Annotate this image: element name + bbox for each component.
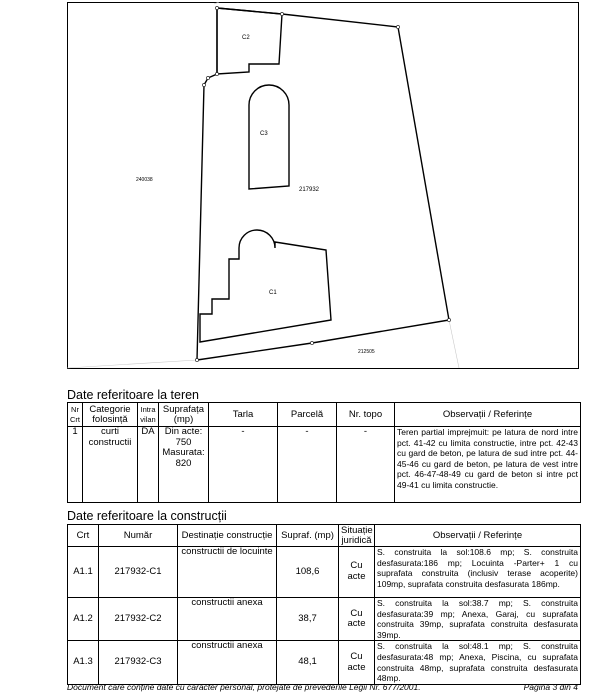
row-crt: A1.2 bbox=[68, 598, 99, 641]
label-bottom-neighbor: 212505 bbox=[358, 349, 375, 355]
section-title-constructii: Date referitoare la construcții bbox=[67, 509, 227, 523]
row-numar: 217932-C3 bbox=[99, 641, 178, 684]
header-intravilan: Intra vilan bbox=[138, 403, 159, 427]
teren-topo: - bbox=[337, 427, 395, 503]
constructii-row bbox=[68, 547, 581, 598]
teren-nr: 1 bbox=[68, 427, 83, 503]
row-numar: 217932-C2 bbox=[99, 598, 178, 641]
header-destinatie: Destinație construcție bbox=[178, 525, 277, 547]
row-destinatie: constructii anexa bbox=[178, 598, 277, 641]
row-observatii: S. construita la sol:48.1 mp; S. construita desfasurata:48 mp; Anexa, Piscina, cu suprafata construita 48mp, suprafata construita desfasurata 48mp. bbox=[375, 641, 581, 684]
page-number: Pagina 3 din 4 bbox=[523, 682, 578, 692]
header-nr-crt: Nr Crt bbox=[68, 403, 83, 427]
header-tarla: Tarla bbox=[209, 403, 278, 427]
row-situatie: Cu acte bbox=[339, 598, 375, 641]
label-left-neighbor: 240038 bbox=[136, 177, 153, 183]
row-observatii: S. construita la sol:38.7 mp; S. construita desfasurata:39 mp; Anexa, Garaj, cu suprafata construita 39mp, suprafata construita desfasurata 39mp. bbox=[375, 598, 581, 641]
label-c2: C2 bbox=[242, 35, 250, 41]
constructii-header-row bbox=[68, 525, 581, 547]
header-observatii: Observații / Referințe bbox=[395, 403, 581, 427]
header-categorie: Categorie folosință bbox=[83, 403, 138, 427]
teren-row bbox=[68, 427, 581, 503]
header-situatie: Situație juridică bbox=[339, 525, 375, 547]
label-parcel: 217932 bbox=[299, 187, 320, 193]
row-suprafata: 48,1 bbox=[277, 641, 339, 684]
plan-frame bbox=[68, 3, 579, 369]
constructii-row bbox=[68, 598, 581, 641]
row-crt: A1.3 bbox=[68, 641, 99, 684]
header-topo: Nr. topo bbox=[337, 403, 395, 427]
teren-observatii: Teren partial imprejmuit: pe latura de nord intre pct. 41-42 cu limita constructie, intre pct. 42-43 cu gard de beton, pe latura de sud intre pct. 44-45-46 cu gard de beton, pe latura de vest intre pct. 46-47-48-49 cu gard de beton si intre pct 49-41 cu limita constructie. bbox=[395, 427, 581, 503]
teren-table bbox=[67, 402, 581, 503]
row-suprafata: 38,7 bbox=[277, 598, 339, 641]
row-observatii: S. construita la sol:108.6 mp; S. construita desfasurata:186 mp; Locuinta -Parter+ 1 cu suprafata construita (inclusiv terase acoperite) 109mp, suprafata construita desfasurata 186mp. bbox=[375, 547, 581, 598]
header-suprafata: Suprafața (mp) bbox=[159, 403, 209, 427]
header-parcela: Parcelă bbox=[278, 403, 337, 427]
row-suprafata: 108,6 bbox=[277, 547, 339, 598]
row-destinatie: constructii de locuinte bbox=[178, 547, 277, 598]
footer-disclaimer: Document care conține date cu caracter personal, protejate de prevederile Legii Nr. 677/2001. bbox=[67, 682, 421, 692]
constructii-table bbox=[67, 524, 581, 685]
teren-header-row bbox=[68, 403, 581, 427]
header-observatii-constr: Observații / Referințe bbox=[375, 525, 581, 547]
teren-intravilan: DA bbox=[138, 427, 159, 503]
teren-categorie: curti constructii bbox=[83, 427, 138, 503]
row-situatie: Cu acte bbox=[339, 547, 375, 598]
row-crt: A1.1 bbox=[68, 547, 99, 598]
header-numar: Număr bbox=[99, 525, 178, 547]
label-c3: C3 bbox=[260, 131, 268, 137]
teren-tarla: - bbox=[209, 427, 278, 503]
page-footer bbox=[67, 682, 580, 692]
header-supraf: Supraf. (mp) bbox=[277, 525, 339, 547]
teren-parcela: - bbox=[278, 427, 337, 503]
label-c1: C1 bbox=[269, 290, 277, 296]
row-situatie: Cu acte bbox=[339, 641, 375, 684]
cadastral-plan bbox=[67, 2, 579, 369]
section-title-teren: Date referitoare la teren bbox=[67, 388, 200, 402]
plan-drawing bbox=[67, 2, 579, 369]
teren-suprafata: Din acte: 750 Masurata: 820 bbox=[159, 427, 209, 503]
row-numar: 217932-C1 bbox=[99, 547, 178, 598]
row-destinatie: constructii anexa bbox=[178, 641, 277, 684]
header-crt: Crt bbox=[68, 525, 99, 547]
constructii-row bbox=[68, 641, 581, 684]
